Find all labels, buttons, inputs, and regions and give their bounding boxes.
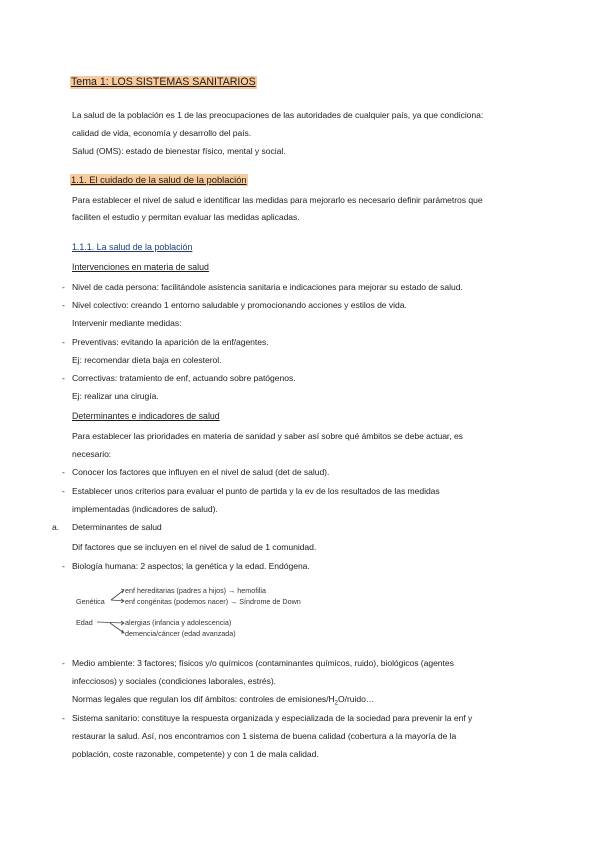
genetica-arrows-icon [110, 586, 126, 604]
edad-branch-1: alergias (infancia y adolescencia) [125, 618, 232, 627]
intervention-item-4: Preventivas: evitando la aparición de la enf/agentes. [72, 337, 269, 347]
edad-branch-2: demencia/cáncer (edad avanzada) [125, 629, 236, 638]
section-1-1-para-1: Para establecer el nivel de salud e identificar las medidas para mejorarlo es necesario definir parámetros que [72, 195, 483, 205]
bullet-dash: - [62, 486, 65, 496]
biology-item: Biología humana: 2 aspectos; la genética y la edad. Endógena. [72, 561, 310, 571]
intervention-item-6: Correctivas: tratamiento de enf, actuando sobre patógenos. [72, 373, 296, 383]
section-1-1-heading: 1.1. El cuidado de la salud de la población [71, 174, 247, 185]
intervention-item-1: Nivel de cada persona: facilitándole asistencia sanitaria e indicaciones para mejorar su estado de salud. [72, 282, 463, 292]
legal-norms-tail: /ruido… [344, 694, 375, 704]
interventions-heading: Intervenciones en materia de salud [72, 262, 209, 272]
environment-item-2: infecciosos) y sociales (condiciones laborales, estrés). [72, 676, 277, 686]
subscript-2: 2 [334, 700, 338, 707]
genetica-branch-2: enf congénitas (podemos nacer) → Síndrome de Down [125, 597, 301, 606]
determinants-item-1: Conocer los factores que influyen en el nivel de salud (det de salud). [72, 467, 330, 477]
intro-line-3: Salud (OMS): estado de bienestar físico, mental y social. [72, 146, 286, 156]
determinants-para-2: necesario: [72, 449, 112, 459]
page-title: Tema 1: LOS SISTEMAS SANITARIOS [71, 76, 256, 88]
section-1-1-para-2: faciliten el estudio y permitan evaluar las medidas aplicadas. [72, 212, 300, 222]
intro-line-2: calidad de vida, economía y desarrollo del país. [72, 128, 252, 138]
legal-norms-line [72, 694, 374, 705]
legal-norms-o: O [337, 694, 345, 704]
health-system-line-3: población, coste razonable, competente) y con 1 de mala calidad. [72, 749, 319, 759]
determinants-item-3: implementadas (indicadores de salud). [72, 504, 218, 514]
bullet-dash: - [62, 282, 65, 292]
environment-item-1: Medio ambiente: 3 factores; físicos y/o químicos (contaminantes químicos, ruido), biológicos (agentes [72, 658, 454, 668]
genetica-label: Genética [76, 597, 105, 606]
health-system-line-1: Sistema sanitario: constituye la respuesta organizada y especializada de la sociedad para prevenir la enf y [72, 713, 473, 723]
edad-label: Edad [76, 618, 93, 627]
genetica-branch-1: enf hereditarias (padres a hijos) → hemofilia [125, 586, 267, 595]
intervention-item-5: Ej: recomendar dieta baja en colesterol. [72, 355, 222, 365]
bullet-dash: - [62, 467, 65, 477]
bullet-dash: - [62, 337, 65, 347]
bullet-dash: - [62, 713, 65, 723]
determinants-para-1: Para establecer las prioridades en materia de sanidad y saber así sobre qué ámbitos se debe actuar, es [72, 431, 463, 441]
determinants-subheading: Determinantes de salud [72, 522, 162, 532]
bullet-dash: - [62, 561, 65, 571]
determinants-item-2: Establecer unos criterios para evaluar el punto de partida y la ev de los resultados de las medidas [72, 486, 440, 496]
bullet-dash: - [62, 373, 65, 383]
bullet-dash: - [62, 300, 65, 310]
determinants-diagram [76, 582, 346, 642]
intervention-item-7: Ej: realizar una cirugía. [72, 391, 159, 401]
bullet-dash: - [62, 658, 65, 668]
determinants-heading: Determinantes e indicadores de salud [72, 411, 220, 421]
intervention-item-3: Intervenir mediante medidas: [72, 318, 182, 328]
intervention-item-2: Nivel colectivo: creando 1 entorno saludable y promocionando acciones y estilos de vida. [72, 300, 407, 310]
edad-arrows-icon [96, 618, 126, 638]
legal-norms-text: Normas legales que regulan los dif ámbitos: controles de emisiones/H [72, 694, 335, 704]
health-system-line-2: restaurar la salud. Así, nos encontramos con 1 sistema de buena calidad (cobertura a la mayoría de la [72, 731, 457, 741]
list-marker-a: a. [52, 522, 60, 532]
determinants-intro: Dif factores que se incluyen en el nivel de salud de 1 comunidad. [72, 542, 317, 552]
intro-line-1: La salud de la población es 1 de las preocupaciones de las autoridades de cualquier país, ya que condiciona: [72, 110, 484, 120]
section-1-1-1-heading: 1.1.1. La salud de la población [72, 242, 193, 252]
